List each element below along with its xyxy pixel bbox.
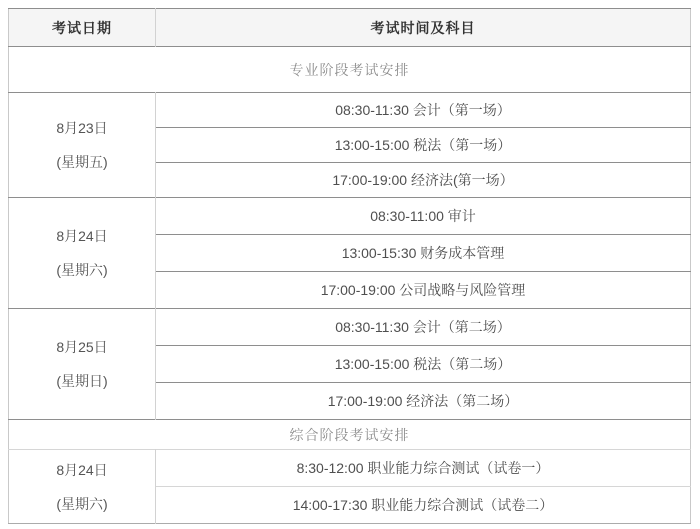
exam-slot: 08:30-11:30 会计（第二场） [156,309,691,346]
exam-weekday: (星期六) [56,495,108,512]
exam-slot: 17:00-19:00 经济法(第一场） [156,163,691,198]
exam-slot: 13:00-15:30 财务成本管理 [156,235,691,272]
exam-slot: 13:00-15:00 税法（第二场） [156,346,691,383]
date-cell-aug23 [9,93,156,198]
section-row-comprehensive-stage [9,420,691,450]
table-row [9,198,691,235]
exam-slot: 17:00-19:00 公司战略与风险管理 [156,272,691,309]
exam-weekday: (星期六) [56,262,108,278]
exam-slot: 8:30-12:00 职业能力综合测试（试卷一） [156,450,691,487]
exam-weekday: (星期五) [56,154,108,170]
exam-slot: 08:30-11:30 会计（第一场） [156,93,691,128]
exam-slot: 08:30-11:00 审计 [156,198,691,235]
date-cell-aug24-comprehensive [9,450,156,524]
table-row [9,93,691,128]
table-header-row [9,9,691,47]
section-row-professional-stage [9,47,691,93]
column-header-exam-time-subject: 考试时间及科目 [156,9,691,47]
exam-slot: 14:00-17:30 职业能力综合测试（试卷二） [156,487,691,524]
date-cell-aug24 [9,198,156,309]
exam-date: 8月24日 [56,461,108,478]
exam-slot: 17:00-19:00 经济法（第二场） [156,383,691,420]
exam-slot: 13:00-15:00 税法（第一场） [156,128,691,163]
exam-date: 8月23日 [56,120,108,136]
column-header-exam-date: 考试日期 [52,19,112,36]
exam-date: 8月25日 [56,339,108,355]
table-row [9,450,691,487]
date-cell-aug25 [9,309,156,420]
exam-weekday: (星期日) [56,373,108,389]
exam-schedule-table [8,8,691,524]
table-row [9,309,691,346]
section-title-professional-stage: 专业阶段考试安排 [289,61,410,78]
section-title-comprehensive-stage: 综合阶段考试安排 [289,426,410,443]
exam-date: 8月24日 [56,228,108,244]
